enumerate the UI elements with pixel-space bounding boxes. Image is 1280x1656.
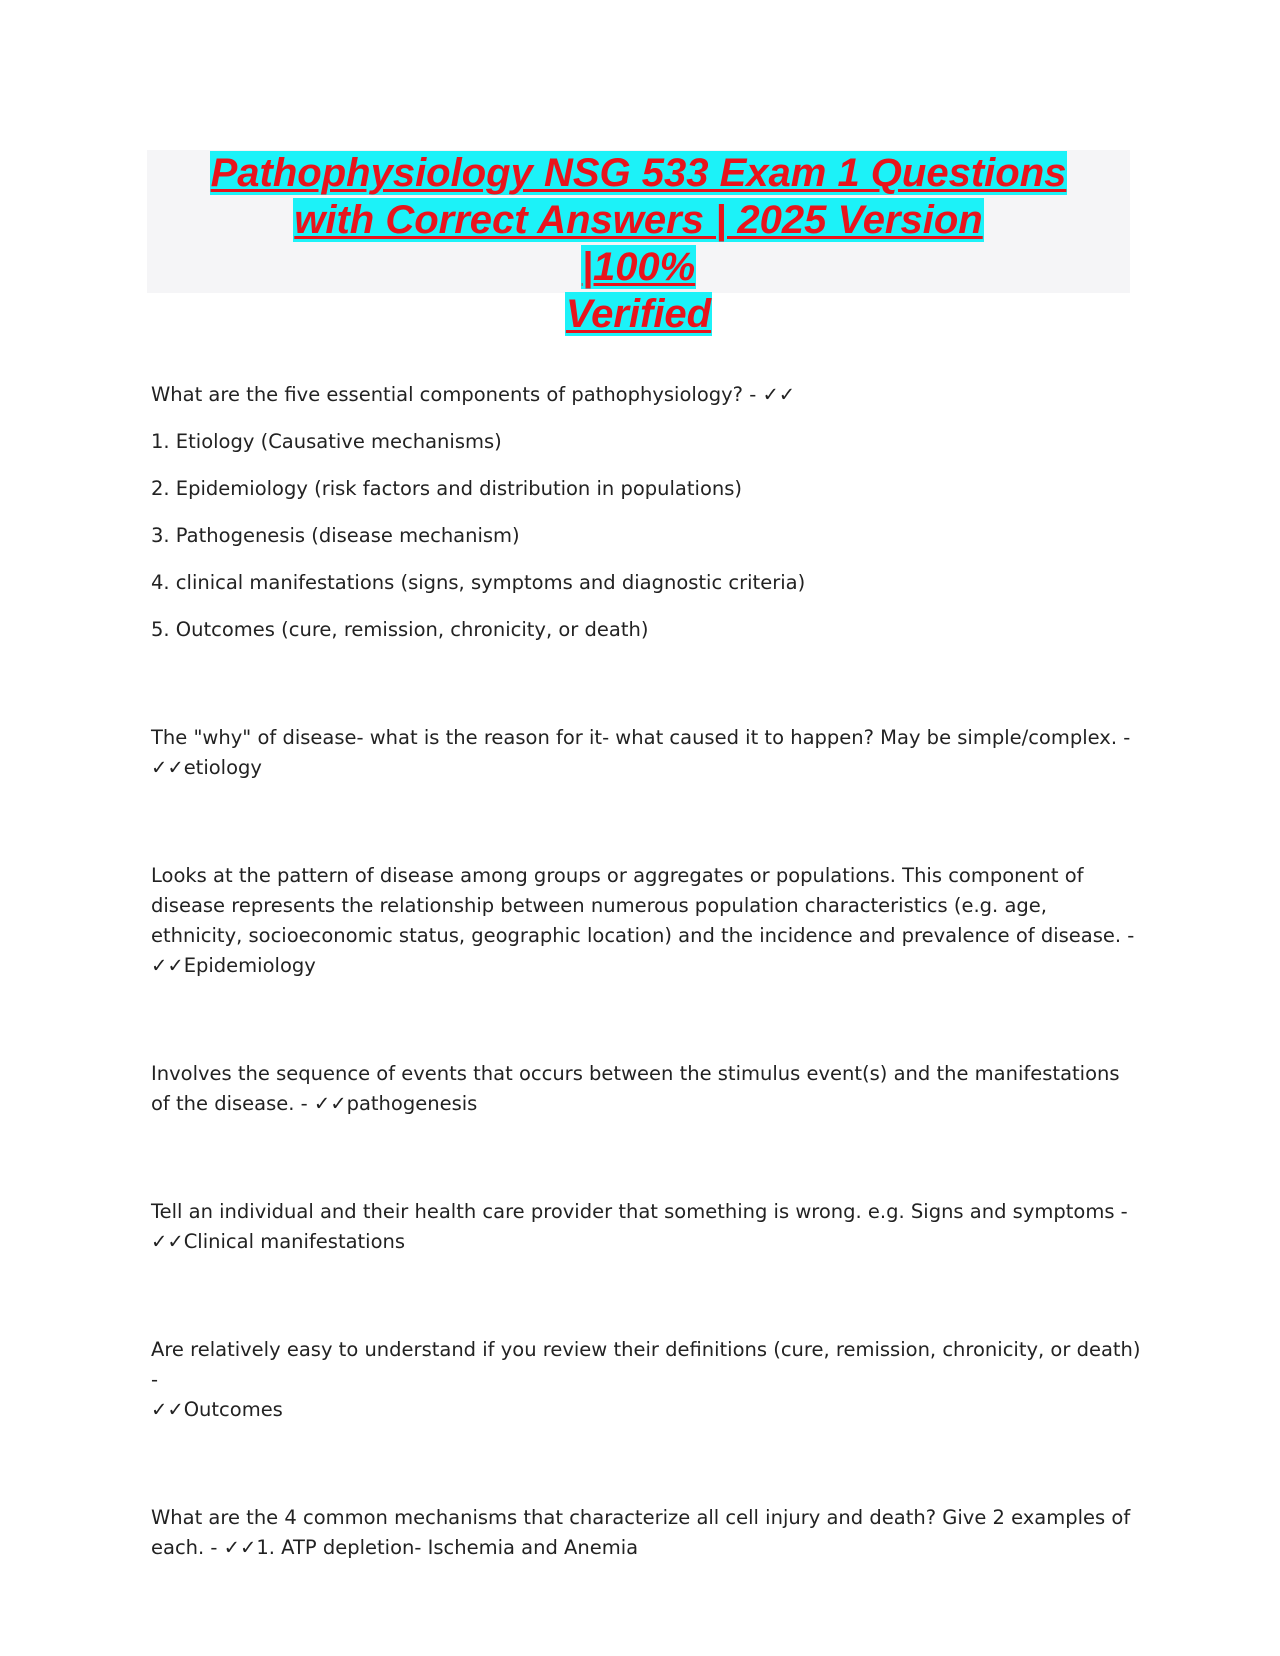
title-line bbox=[147, 291, 1130, 338]
document-title bbox=[147, 150, 1130, 338]
qa-item bbox=[151, 1197, 1141, 1257]
question-label: Looks at the pattern of disease among groups or aggregates or populations. This component of disease represents the relationship between numerous population characteristics (e.g. age, ethnicity, socioeconomic status, geographic location) and the incidence and prevalence of disease. - bbox=[151, 864, 1135, 947]
answer-list-item: 1. Etiology (Causative mechanisms) bbox=[151, 430, 502, 453]
title-line bbox=[147, 197, 1130, 244]
check-mark-icon: ✓✓ bbox=[151, 1398, 184, 1421]
answer-label: etiology bbox=[183, 756, 262, 779]
answer-label: Outcomes bbox=[183, 1398, 283, 1421]
check-mark-icon: ✓✓ bbox=[762, 383, 796, 406]
check-mark-icon: ✓✓ bbox=[151, 954, 184, 977]
answer-list-item: 5. Outcomes (cure, remission, chronicity, or death) bbox=[151, 618, 649, 641]
title-line-text: Pathophysiology NSG 533 Exam 1 Questions bbox=[210, 151, 1067, 195]
check-mark-icon: ✓✓ bbox=[151, 756, 184, 779]
qa-item bbox=[151, 861, 1141, 981]
check-mark-icon: ✓✓ bbox=[313, 1092, 347, 1115]
answer-label: pathogenesis bbox=[346, 1092, 478, 1115]
title-line-text: Verified bbox=[565, 292, 712, 336]
answer-label: 1. ATP depletion- Ischemia and Anemia bbox=[256, 1536, 639, 1559]
qa-item bbox=[151, 723, 1141, 783]
question-label: What are the 4 common mechanisms that characterize all cell injury and death? Give 2 examples of each. - bbox=[151, 1506, 1131, 1559]
question-label: Tell an individual and their health care provider that something is wrong. e.g. Signs and symptoms - bbox=[151, 1200, 1128, 1223]
qa-item bbox=[151, 1335, 1141, 1425]
qa-item bbox=[151, 1503, 1141, 1563]
answer-label: Clinical manifestations bbox=[183, 1230, 406, 1253]
title-line bbox=[147, 244, 1130, 291]
answer-list-item: 4. clinical manifestations (signs, symptoms and diagnostic criteria) bbox=[151, 571, 806, 594]
check-mark-icon: ✓✓ bbox=[151, 1230, 184, 1253]
qa-item bbox=[151, 1059, 1141, 1119]
answer-list-item: 3. Pathogenesis (disease mechanism) bbox=[151, 524, 520, 547]
title-line-text: |100% bbox=[581, 245, 696, 289]
document-body bbox=[151, 380, 1141, 1641]
check-mark-icon: ✓✓ bbox=[223, 1536, 257, 1559]
question-label: What are the five essential components of pathophysiology? - bbox=[151, 383, 763, 406]
title-line bbox=[147, 150, 1130, 197]
question-label: Are relatively easy to understand if you review their definitions (cure, remission, chronicity, or death) - bbox=[151, 1338, 1141, 1391]
answer-list-item: 2. Epidemiology (risk factors and distribution in populations) bbox=[151, 477, 742, 500]
answer-label: Epidemiology bbox=[183, 954, 316, 977]
question-text bbox=[151, 380, 1141, 410]
question-label: The "why" of disease- what is the reason for it- what caused it to happen? May be simple/complex. - bbox=[151, 726, 1131, 749]
title-line-text: with Correct Answers | 2025 Version bbox=[294, 198, 983, 242]
question-label: Involves the sequence of events that occurs between the stimulus event(s) and the manifestations of the disease. - bbox=[151, 1062, 1120, 1115]
